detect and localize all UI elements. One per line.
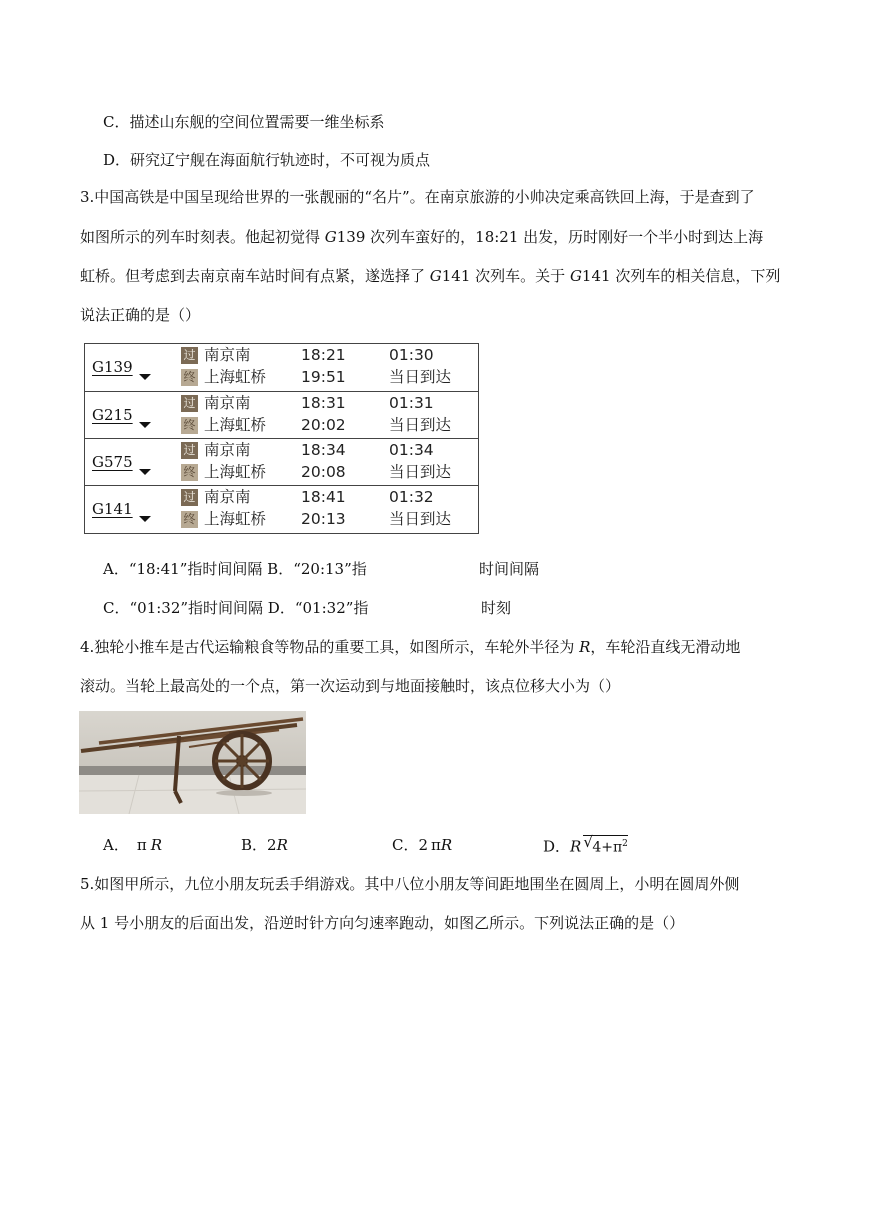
q3-options-ab: A．“18:41”指时间间隔 B．“20:13”指 <box>103 560 367 578</box>
chevron-down-icon[interactable] <box>139 374 151 380</box>
train-code[interactable]: G141 <box>92 500 133 518</box>
arrival-time: 20:13 <box>301 510 346 528</box>
from-station: 南京南 <box>204 441 251 459</box>
radical-icon: √ <box>583 833 593 851</box>
train-code[interactable]: G575 <box>92 453 133 471</box>
departure-time: 18:41 <box>301 488 346 506</box>
to-station: 上海虹桥 <box>204 463 267 481</box>
to-station: 上海虹桥 <box>204 416 267 434</box>
q4-stem-line2: 滚动。当轮上最高处的一个点，第一次运动到与地面接触时，该点位移大小为（） <box>80 677 621 695</box>
q5-stem-line1: 5.如图甲所示，九位小朋友玩丢手绢游戏。其中八位小朋友等间距地围坐在圆周上，小明在圆周外侧 <box>80 875 740 893</box>
timetable-row <box>85 391 478 438</box>
train-code[interactable]: G139 <box>92 358 133 376</box>
timetable-row <box>85 485 478 532</box>
duration: 01:34 <box>389 441 434 459</box>
from-station: 南京南 <box>204 394 251 412</box>
q4-option-d: D．R √ $4+\pi^2$ <box>543 833 628 856</box>
arrival-time: 20:02 <box>301 416 346 434</box>
q4-option-b: B．2R <box>241 836 288 854</box>
to-station: 上海虹桥 <box>204 510 267 528</box>
q4-option-a: A． π R <box>103 836 162 854</box>
from-station: 南京南 <box>204 346 251 364</box>
train-timetable <box>84 343 479 534</box>
q2-option-c: C．描述山东舰的空间位置需要一维坐标系 <box>103 113 385 131</box>
chevron-down-icon[interactable] <box>139 516 151 522</box>
departure-time: 18:21 <box>301 346 346 364</box>
pass-badge: 过 <box>181 489 198 506</box>
arrival-time: 20:08 <box>301 463 346 481</box>
q4-stem-line1: 4.独轮小推车是古代运输粮食等物品的重要工具，如图所示，车轮外半径为 R，车轮沿直线无滑动地 <box>80 638 741 656</box>
pass-badge: 过 <box>181 442 198 459</box>
q4-option-c: C．2 πR <box>392 836 453 854</box>
terminal-badge: 终 <box>181 511 198 528</box>
pass-badge: 过 <box>181 395 198 412</box>
arrival-note: 当日到达 <box>389 510 452 528</box>
pass-badge: 过 <box>181 347 198 364</box>
terminal-badge: 终 <box>181 417 198 434</box>
q3-stem-line3: 虹桥。但考虑到去南京南车站时间有点紧，遂选择了 G141 次列车。关于 G141 次列车的相关信息，下列 <box>80 267 781 285</box>
terminal-badge: 终 <box>181 369 198 386</box>
train-code[interactable]: G215 <box>92 406 133 424</box>
q3-stem-line4: 说法正确的是（） <box>80 306 201 324</box>
q3-option-d-tail: 时刻 <box>481 599 512 617</box>
q3-option-b-tail: 时间间隔 <box>479 560 540 578</box>
timetable-row <box>85 344 478 391</box>
arrival-time: 19:51 <box>301 368 346 386</box>
chevron-down-icon[interactable] <box>139 422 151 428</box>
departure-time: 18:34 <box>301 441 346 459</box>
chevron-down-icon[interactable] <box>139 469 151 475</box>
sqrt-expression: √ $4+\pi^2$ <box>583 833 628 856</box>
wheelbarrow-photo <box>79 711 306 814</box>
duration: 01:32 <box>389 488 434 506</box>
duration: 01:31 <box>389 394 434 412</box>
q3-stem-line2: 如图所示的列车时刻表。他起初觉得 G139 次列车蛮好的，18:21 出发，历时刚好一个半小时到达上海 <box>80 228 764 246</box>
q2-option-d: D．研究辽宁舰在海面航行轨迹时，不可视为质点 <box>103 151 431 169</box>
duration: 01:30 <box>389 346 434 364</box>
q3-options-cd: C．“01:32”指时间间隔 D．“01:32”指 <box>103 599 369 617</box>
timetable-row <box>85 438 478 485</box>
q3-stem-line1: 3.中国高铁是中国呈现给世界的一张靓丽的“名片”。在南京旅游的小帅决定乘高铁回上海，于是查到了 <box>80 188 755 206</box>
arrival-note: 当日到达 <box>389 463 452 481</box>
terminal-badge: 终 <box>181 464 198 481</box>
to-station: 上海虹桥 <box>204 368 267 386</box>
arrival-note: 当日到达 <box>389 368 452 386</box>
from-station: 南京南 <box>204 488 251 506</box>
q5-stem-line2: 从 1 号小朋友的后面出发，沿逆时针方向匀速率跑动，如图乙所示。下列说法正确的是（） <box>80 914 685 932</box>
departure-time: 18:31 <box>301 394 346 412</box>
arrival-note: 当日到达 <box>389 416 452 434</box>
